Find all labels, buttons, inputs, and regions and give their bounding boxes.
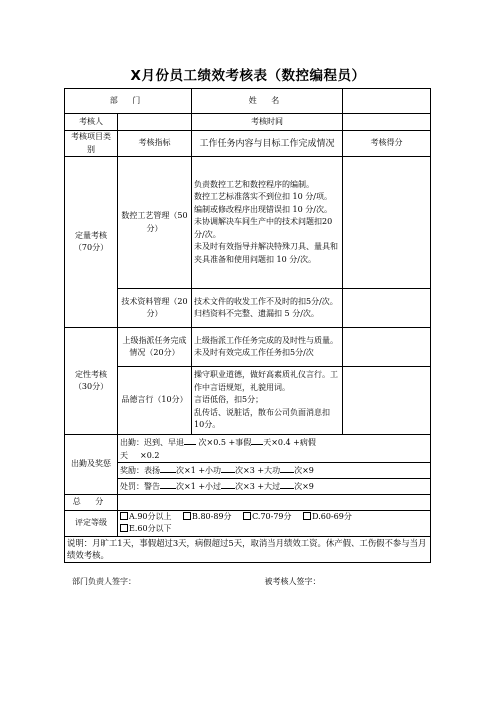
- content-docs: [192, 289, 343, 328]
- content-tasks: [192, 328, 343, 367]
- conduct-line: 乱传话、说脏话，散布公司负面消息扣10分。: [194, 407, 331, 430]
- blank-warning[interactable]: [160, 479, 176, 489]
- name-label: 姓 名: [192, 89, 343, 114]
- punish-formula: 处罚：警告 次×1 +小过 次×3 +大过 次×9: [118, 478, 431, 494]
- grade-option-c[interactable]: C.70-79分: [243, 512, 291, 521]
- blank-personal-leave[interactable]: [251, 435, 263, 445]
- grade-label: 评定等级: [65, 510, 118, 536]
- dept-label: 部 门: [65, 89, 192, 114]
- col-indicator: 考核指标: [118, 131, 192, 157]
- assessment-table: [64, 88, 431, 563]
- conduct-line: 操守职业道德，做好高素质礼仪言行。工作中言语规矩，礼貌用词。: [194, 370, 339, 392]
- quant-category: 定量考核（70分）: [65, 157, 118, 328]
- craft-line: 编制或修改程序出现错误扣 10 分/次。: [194, 204, 332, 214]
- row-grade: [65, 510, 431, 536]
- score-conduct-cell[interactable]: [343, 367, 431, 435]
- total-value-cell[interactable]: [118, 494, 431, 510]
- total-label: 总 分: [65, 494, 118, 510]
- form-title: X月份员工绩效考核表（数控编程员）: [130, 68, 366, 84]
- attendance-category: 出勤及奖惩: [65, 435, 118, 495]
- indicator-docs: 技术资料管理（20分）: [118, 289, 192, 328]
- assessee-signature[interactable]: 被考核人签字：: [264, 577, 321, 586]
- grade-option-d[interactable]: D.60-69分: [303, 512, 352, 521]
- tasks-line: 上级指派工作任务完成的及时性与质量。: [194, 335, 339, 345]
- blank-minor-merit[interactable]: [221, 463, 235, 473]
- time-label: 考核时间: [192, 114, 343, 131]
- blank-praise[interactable]: [160, 463, 176, 473]
- row-dept-name: [65, 89, 431, 114]
- row-assigned-tasks: [65, 328, 431, 367]
- craft-line: 未及时有效指导并解决特殊刀具、量具和夹具准备和使用问题扣 10 分/次。: [194, 242, 339, 264]
- col-category: 考核项目类 别: [65, 131, 118, 157]
- col-score: 考核得分: [343, 131, 431, 157]
- dept-head-signature[interactable]: 部门负责人签字：: [72, 577, 136, 586]
- blank-late-count[interactable]: [184, 435, 196, 445]
- craft-line: 未协调解决车间生产中的技术问题扣20分/次。: [194, 217, 333, 239]
- time-value-cell[interactable]: [343, 114, 431, 131]
- signature-row: [72, 576, 472, 587]
- blank-major-demerit[interactable]: [280, 479, 294, 489]
- score-craft-cell[interactable]: [343, 157, 431, 289]
- row-conduct: [65, 367, 431, 435]
- blank-minor-demerit[interactable]: [221, 479, 235, 489]
- craft-line: 数控工艺标准落实不到位扣 10 分/项。: [194, 192, 332, 202]
- attendance-formula: 出勤：迟到、早退 次×0.5 +事假 天×0.4 +病假 天 ×0.2: [118, 435, 431, 463]
- grade-option-a[interactable]: A.90分以上: [120, 512, 172, 521]
- row-assessor: [65, 114, 431, 131]
- checkbox-icon: [243, 512, 251, 520]
- tasks-line: 未及时有效完成工作任务扣5分/次: [194, 348, 314, 357]
- conduct-line: 言语低俗，扣5分；: [194, 395, 264, 405]
- grade-options: [118, 510, 431, 536]
- assessor-value-cell[interactable]: [118, 114, 192, 131]
- row-craft-management: [65, 157, 431, 289]
- score-tasks-cell[interactable]: [343, 328, 431, 367]
- name-value-cell[interactable]: [343, 89, 431, 114]
- assessor-label: 考核人: [65, 114, 118, 131]
- row-doc-management: [65, 289, 431, 328]
- indicator-conduct: 品德言行（10分）: [118, 367, 192, 435]
- craft-line: 负责数控工艺和数控程序的编制。: [194, 179, 315, 189]
- indicator-craft: 数控工艺管理（50分）: [118, 157, 192, 289]
- row-attendance: [65, 435, 431, 463]
- content-conduct: [192, 367, 343, 435]
- note-text: 说明：月旷工1天，事假超过3天，病假超过5天，取消当月绩效工资。休产假、工伤假不参与当月绩效考核。: [65, 536, 431, 562]
- content-craft: [192, 157, 343, 289]
- row-total: [65, 494, 431, 510]
- checkbox-icon: [303, 512, 311, 520]
- row-punish: [65, 478, 431, 494]
- checkbox-icon: [120, 512, 128, 520]
- blank-major-merit[interactable]: [280, 463, 294, 473]
- reward-formula: 奖励：表扬 次×1 +小功 次×3 +大功 次×9: [118, 463, 431, 479]
- row-note: [65, 536, 431, 562]
- col-content: 工作任务内容与目标工作完成情况: [192, 131, 343, 157]
- grade-option-b[interactable]: B.80-89分: [183, 512, 231, 521]
- docs-line: 技术文件的收发工作不及时的扣5分/次。归档资料不完整、遗漏扣 5 分/次。: [194, 296, 338, 318]
- checkbox-icon: [120, 524, 128, 532]
- score-docs-cell[interactable]: [343, 289, 431, 328]
- qual-category: 定性考核（30分）: [65, 328, 118, 435]
- row-column-headers: [65, 131, 431, 157]
- row-reward: [65, 463, 431, 479]
- indicator-tasks: 上级指派任务完成情况（20分）: [118, 328, 192, 367]
- checkbox-icon: [183, 512, 191, 520]
- grade-option-e[interactable]: E.60分以下: [120, 524, 172, 533]
